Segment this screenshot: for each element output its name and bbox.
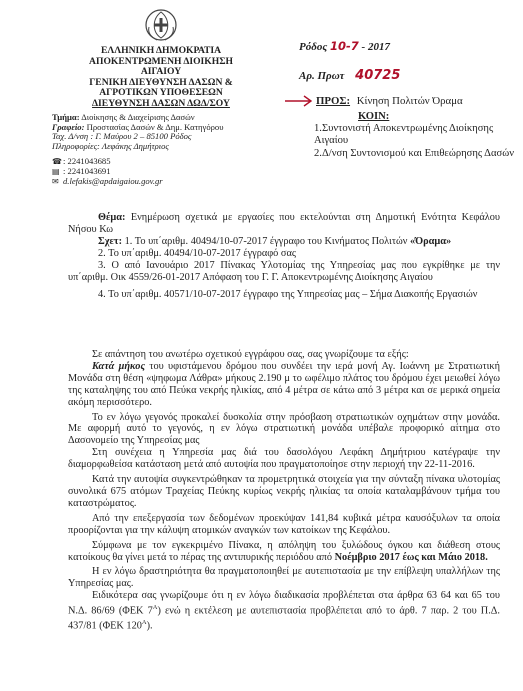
ref-3: 3. Ο από Ιανουάριο 2017 Πίνακας Υλοτομίας της Υπηρεσίας μας που εγκρίθηκε με την υπ΄αριθμ. Οικ 4559/26-01-2017 Απόφαση του Γ. Γ. Αποκεντρωμένης Διοίκησης Αιγαίου xyxy=(68,259,500,283)
grafeio-label: Γραφείο: xyxy=(52,121,85,132)
subject-block xyxy=(68,212,500,301)
letterhead-line: ΓΕΝΙΚΗ ΔΙΕΥΘΥΝΣΗ ΔΑΣΩΝ & xyxy=(89,76,233,88)
letterhead-line: ΔΙΕΥΘΥΝΣΗ ΔΑΣΩΝ ΔΩΔ/ΣΟΥ xyxy=(92,97,230,109)
body-p8b: ) ενώ η εκτέλεση με αυτεπιστασία προβλέπεται από το άρθ. 7 παρ. 2 του Π.Δ. 437/81 (ΦΕΚ 120 xyxy=(68,605,501,632)
year: - 2017 xyxy=(361,41,390,53)
address: Ταχ. Δ/νση : Γ. Μαύρου 2 – 85100 Ρόδος xyxy=(52,131,192,142)
greek-emblem-icon xyxy=(143,7,179,43)
place-label: Ρόδος xyxy=(299,41,328,53)
date-line xyxy=(299,39,390,53)
email-address: d.lefakis@apdaigaiou.gov.gr xyxy=(63,175,163,186)
protocol-label: Αρ. Πρωτ xyxy=(299,70,345,82)
body-p3: Στη συνέχεια η Υπηρεσία μας διά του δασολόγου Λεφάκη Δημήτριου κατέγραψε την διαμορφωθείσα κατάσταση μετά από αυτοψία που πραγματοποίησε στην περιοχή την 22-11-2016. xyxy=(68,447,500,471)
body-p8-sup2: Α xyxy=(141,619,147,627)
tmima-label: Τμήμα: xyxy=(52,112,80,122)
info-person: Πληροφορίες: Λεφάκης Δημήτριος xyxy=(52,140,169,151)
protocol-line xyxy=(299,68,400,83)
to-label: ΠΡΟΣ: xyxy=(316,95,351,107)
ref-1-bold: «Όραμα» xyxy=(409,235,452,247)
body-p7: Η εν λόγω δραστηριότητα θα πραγματοποιηθεί με αυτεπιστασία με την επίβλεψη υπαλλήλων της Υπηρεσίας μας. xyxy=(68,566,500,590)
koin-line: 2.Δ/νση Συντονισμού και Επιθεώρησης Δασών xyxy=(314,147,514,159)
tmima-value: Διοίκησης & Διαχείρισης Δασών xyxy=(81,112,195,122)
body-p5: Από την επεξεργασία των δεδομένων προεκύψαν 141,84 κυβικά μέτρα καυσόξυλων τα οποία προορίζονται για την κάλυψη ατομικών αναγκών των κατοίκων της Κεφάλου. xyxy=(68,512,500,536)
phone-number: : 2241043685 xyxy=(63,156,111,166)
body-p8c: ). xyxy=(146,620,153,632)
ref-1: 1. Το υπ΄αριθμ. 40494/10-07-2017 έγγραφο του Κινήματος Πολιτών xyxy=(122,235,410,247)
body-p6b: Νοέμβριο 2017 έως και Μάιο 2018. xyxy=(334,551,488,563)
department-info xyxy=(52,113,223,151)
contact-info xyxy=(52,157,163,187)
to-line xyxy=(316,95,463,107)
ref-4: 4. Το υπ΄αριθμ. 40571/10-07-2017 έγγραφο της Υπηρεσίας μας – Σήμα Διακοπής Εργασιών xyxy=(98,289,478,301)
sxet-label: Σχετ: xyxy=(98,235,123,247)
to-value: Κίνηση Πολιτών Όραμα xyxy=(356,95,463,107)
letterhead-line: ΑΙΓΑΙΟΥ xyxy=(140,66,182,78)
ref-2: 2. Το υπ΄αριθμ. 40494/10-07-2017 έγγραφό σας xyxy=(98,247,296,259)
phone-icon: ☎ xyxy=(52,157,62,166)
body-p1-bold: Κατά μήκος xyxy=(92,360,146,372)
arrow-mark-icon xyxy=(284,94,314,108)
fax-icon: ▤ xyxy=(52,166,60,176)
letterhead-line: ΑΠΟΚΕΝΤΡΩΜΕΝΗ ΔΙΟΙΚΗΣΗ xyxy=(89,55,233,67)
protocol-handwritten: 40725 xyxy=(355,68,401,83)
body-p6a: Σύμφωνα με τον εγκεκριμένο Πίνακα, η απόληψη του ξυλώδους όγκου και διάθεση στους κατοίκους θα γίνει μετά το πέρας της αντιπυρικής περιόδου από xyxy=(68,539,500,563)
grafeio-value: Προστασίας Δασών & Δημ. Κατηγόρου xyxy=(86,121,224,132)
koin-line: 1.Συντονιστή Αποκεντρωμένης Διοίκησης xyxy=(314,123,494,135)
subject-text: Ενημέρωση σχετικά με εργασίες που εκτελούνται στη Δημοτική Ενότητα Κεφάλου Νήσου Κω xyxy=(68,212,500,235)
koin-block xyxy=(314,111,514,160)
body-intro: Σε απάντηση του ανωτέρω σχετικού εγγράφου σας, σας γνωρίζουμε τα εξής: xyxy=(92,349,409,360)
body-p8: Ειδικότερα σας γνωρίζουμε ότι η εν λόγω διαδικασία προβλέπεται στα άρθρα 63 64 και 65 του Ν.Δ. 86/69 (ΦΕΚ 7 xyxy=(68,590,500,617)
date-handwritten: 10-7 xyxy=(330,39,359,53)
letterhead xyxy=(78,46,244,110)
email-icon: ✉ xyxy=(52,176,59,186)
body-p4: Κατά την αυτοψία συγκεντρώθηκαν τα προμετρητικά στοιχεία για την σύνταξη πίνακα υλοτομίας συνολικά 675 ατόμων Τραχείας Πεύκης κυρίως νεκρής ηλικίας τα οποία καταλαμβάνουν τμήμα του καταστρώματος. xyxy=(68,474,500,509)
letterhead-line: ΕΛΛΗΝΙΚΗ ΔΗΜΟΚΡΑΤΙΑ xyxy=(100,45,222,56)
koin-title: ΚΟΙΝ: xyxy=(358,111,390,122)
body-block xyxy=(68,349,500,633)
body-p2: Το εν λόγω γεγονός προκαλεί δυσκολία στην πρόσβαση στρατιωτικών οχημάτων στην μονάδα. Με αφορμή αυτό το γεγονός, η εν λόγω στρατιωτική μονάδα υπέβαλε προφορικό αίτημα στο Δασονομείο της Υπηρεσίας μας xyxy=(68,411,500,447)
body-p1: του υφιστάμενου δρόμου που συνδέει την ιερά μονή Αγ. Ιωάννη με Στρατιωτική Μονάδα στη θέση «ψηφωμα Λάθρα» μήκους 2.190 μ το ωφέλιμο πλάτος του δρόμου έχει μειωθεί λόγω της καταληψης του από Πεύκα νεκρής ηλικίας, από 4 μέτρα σε κάτω από 3 μέτρα και σε μερικά σημεία ακόμη περισσότερο. xyxy=(68,360,500,408)
fax-number: : 2241043691 xyxy=(63,165,111,176)
body-p8-sup: Α xyxy=(152,604,158,612)
subject-label: Θέμα: xyxy=(98,212,126,223)
koin-line: Αιγαίου xyxy=(314,135,349,147)
letterhead-line: ΑΓΡΟΤΙΚΩΝ ΥΠΟΘΕΣΕΩΝ xyxy=(99,87,223,99)
